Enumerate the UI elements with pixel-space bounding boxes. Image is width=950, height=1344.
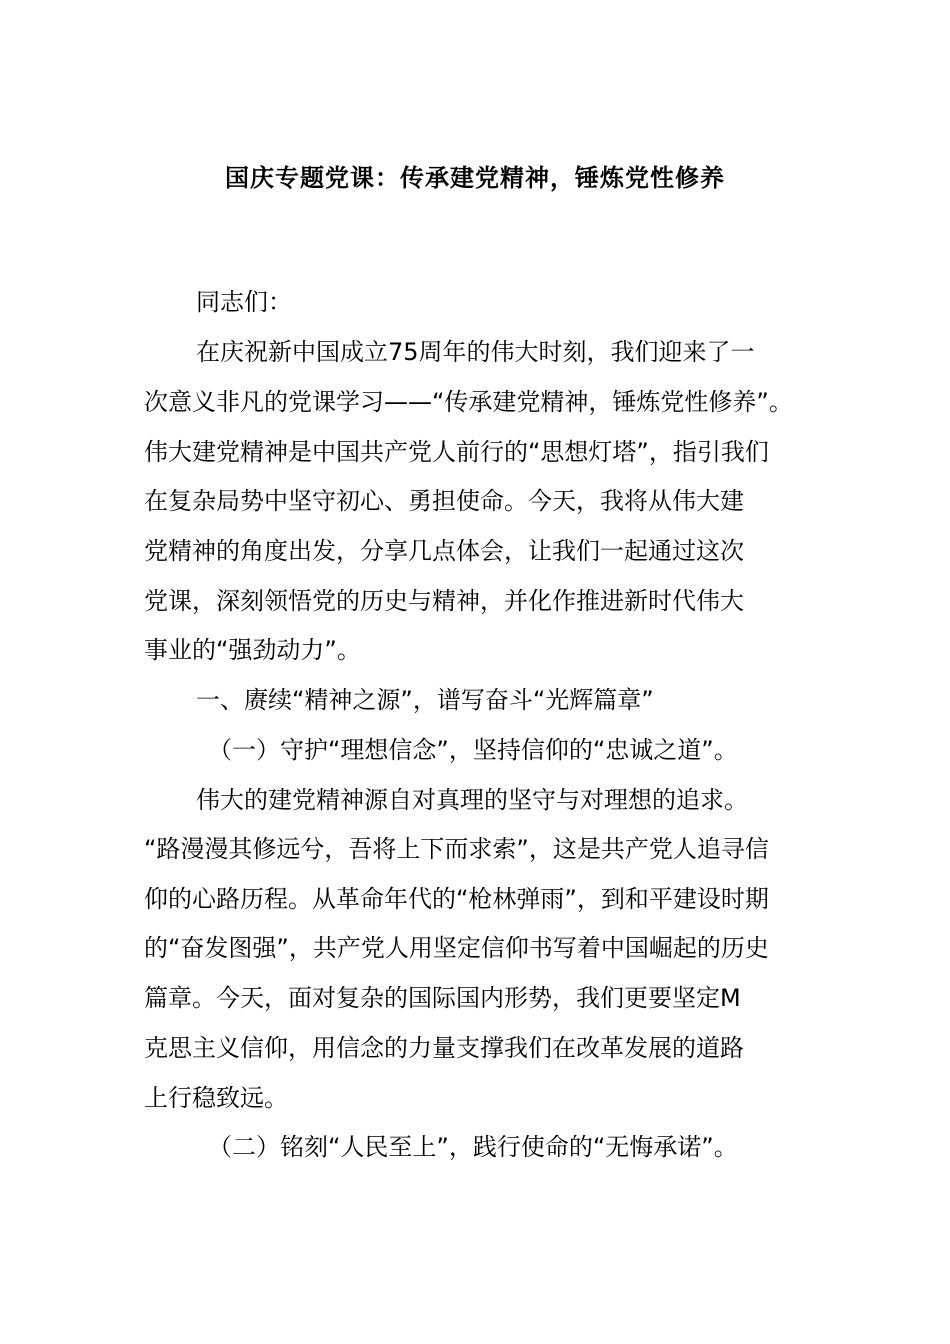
paragraph-line: 在复杂局势中坚守初心、勇担使命。今天，我将从伟大建: [144, 487, 744, 515]
paragraph-line: 伟大建党精神是中国共产党人前行的“思想灯塔”，指引我们: [144, 438, 769, 466]
paragraph-line: 党精神的角度出发，分享几点体会，让我们一起通过这次: [144, 537, 744, 565]
paragraph-line: 次意义非凡的党课学习——“传承建党精神，锤炼党性修养”。: [144, 388, 793, 416]
salutation: 同志们：: [196, 288, 292, 316]
paragraph-line: 上行稳致远。: [144, 1084, 288, 1112]
paragraph-line: 在庆祝新中国成立75周年的伟大时刻，我们迎来了一: [196, 338, 755, 366]
paragraph-line: “路漫漫其修远兮，吾将上下而求索”，这是共产党人追寻信: [144, 835, 769, 863]
subsection-heading: （一）守护“理想信念”，坚持信仰的“忠诚之道”。: [208, 736, 738, 764]
paragraph-line: 党课，深刻领悟党的历史与精神，并化作推进新时代伟大: [144, 587, 744, 615]
paragraph-line: 篇章。今天，面对复杂的国际国内形势，我们更要坚定M: [144, 984, 741, 1012]
document-title: 国庆专题党课：传承建党精神，锤炼党性修养: [225, 164, 725, 192]
paragraph-line: 事业的“强劲动力”。: [144, 636, 361, 664]
section-heading: 一、赓续“精神之源”，谱写奋斗“光辉篇章”: [196, 686, 654, 714]
paragraph-line: 仰的心路历程。从革命年代的“枪林弹雨”，到和平建设时期: [144, 885, 769, 913]
paragraph-line: 伟大的建党精神源自对真理的坚守与对理想的追求。: [196, 786, 748, 814]
subsection-heading: （二）铭刻“人民至上”，践行使命的“无悔承诺”。: [208, 1133, 738, 1161]
paragraph-line: 的“奋发图强”，共产党人用坚定信仰书写着中国崛起的历史: [144, 934, 769, 962]
paragraph-line: 克思主义信仰，用信念的力量支撑我们在改革发展的道路: [144, 1034, 744, 1062]
